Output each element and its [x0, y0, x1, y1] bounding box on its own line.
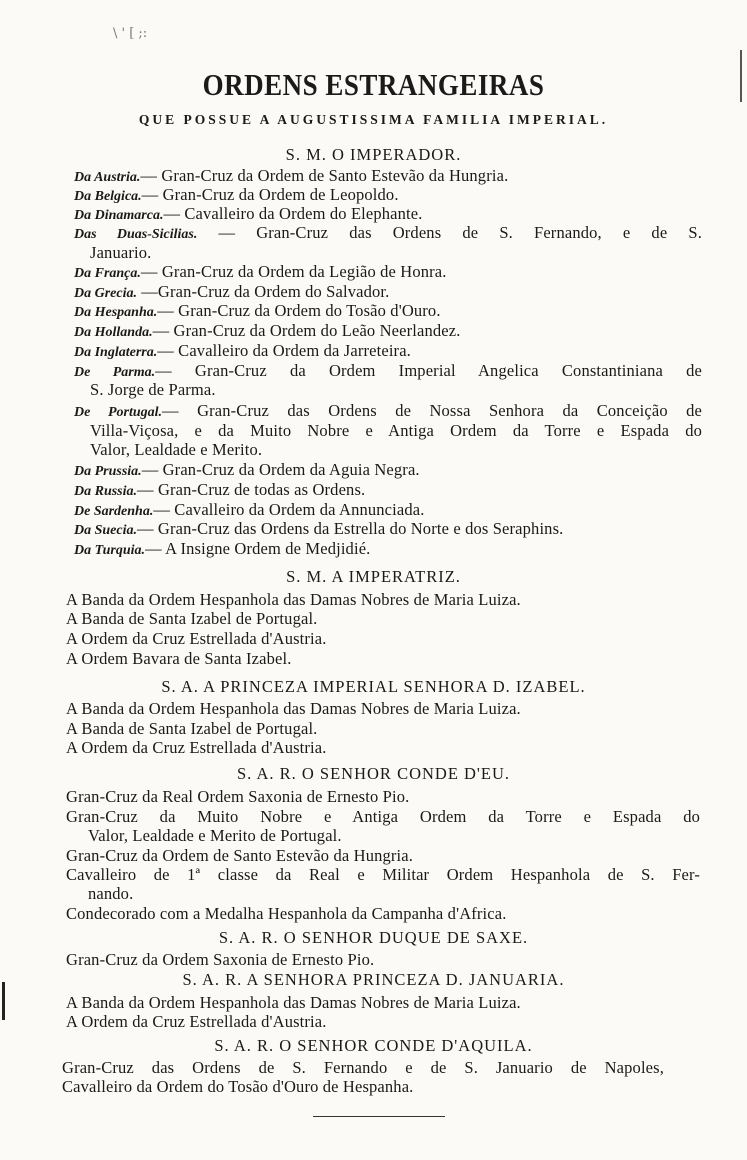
order-entry [74, 519, 563, 540]
entry-text: — Gran-Cruz da Ordem da Aguia Negra. [141, 460, 420, 479]
order-line: Gran-Cruz da Real Ordem Saxonia de Ernesto Pio. [66, 787, 410, 806]
country-name: Da Austria. [74, 170, 141, 185]
order-entry [74, 500, 425, 521]
order-line: A Banda de Santa Izabel de Portugal. [66, 719, 318, 738]
order-entry [74, 341, 411, 362]
entry-continuation: S. Jorge de Parma. [90, 380, 216, 399]
order-line: Gran-Cruz da Ordem Saxonia de Ernesto Pio. [66, 950, 375, 969]
entry-text: — Gran-Cruz da Ordem do Leão Neerlandez. [152, 321, 461, 340]
order-line: Valor, Lealdade e Merito de Portugal. [88, 826, 342, 845]
order-entry [74, 282, 389, 303]
order-line: nando. [88, 884, 134, 903]
country-name: Da Russia. [74, 484, 138, 499]
order-entry [74, 361, 702, 382]
country-name: Da Dinamarca. [74, 208, 164, 223]
country-name: Da França. [74, 266, 141, 281]
country-name: Da Suecia. [74, 523, 137, 538]
section-heading: S. A. A PRINCEZA IMPERIAL SENHORA D. IZABEL. [161, 677, 586, 696]
order-line: Cavalleiro da Ordem do Tosão d'Ouro de Hespanha. [62, 1077, 414, 1096]
entry-text: — Cavalleiro da Ordem da Jarreteira. [157, 341, 411, 360]
country-name: Da Belgica. [74, 189, 142, 204]
order-line: A Ordem da Cruz Estrellada d'Austria. [66, 1012, 327, 1031]
order-line: Gran-Cruz da Ordem de Santo Estevão da Hungria. [66, 846, 414, 865]
order-entry [74, 262, 447, 283]
order-line: A Banda da Ordem Hespanhola das Damas Nobres de Maria Luiza. [66, 590, 521, 609]
order-line: Gran-Cruz das Ordens de S. Fernando e de S. Januario de Napoles, [62, 1058, 664, 1077]
country-name: Da Inglaterra. [74, 345, 158, 360]
section-heading: S. A. R. O SENHOR DUQUE DE SAXE. [218, 928, 529, 947]
country-name: De Sardenha. [74, 504, 154, 519]
page-subtitle: QUE POSSUE A AUGUSTISSIMA FAMILIA IMPERIAL. [138, 112, 609, 127]
corner-mark: \ ' [ ;: [113, 26, 148, 41]
country-name: Da Hespanha. [74, 305, 158, 320]
entry-continuation: Valor, Lealdade e Merito. [90, 440, 263, 459]
entry-text: — Gran-Cruz das Ordens de Nossa Senhora da Conceição de [162, 401, 703, 420]
country-name: Da Turquia. [74, 543, 146, 558]
entry-text: — Gran-Cruz das Ordens de S. Fernando, e de S. [197, 223, 702, 242]
country-name: Da Hollanda. [74, 325, 153, 340]
order-entry [74, 301, 441, 322]
order-entry [74, 539, 370, 560]
entry-text: — Gran-Cruz da Ordem de Leopoldo. [141, 185, 399, 204]
country-name: De Portugal. [74, 405, 163, 420]
order-line: Condecorado com a Medalha Hespanhola da Campanha d'Africa. [66, 904, 507, 923]
order-line: A Ordem da Cruz Estrellada d'Austria. [66, 629, 327, 648]
entry-text: — Gran-Cruz da Ordem de Santo Estevão da Hungria. [140, 166, 509, 185]
order-line: A Banda da Ordem Hespanhola das Damas Nobres de Maria Luiza. [66, 993, 521, 1012]
order-line: A Banda de Santa Izabel de Portugal. [66, 609, 318, 628]
page-title: ORDENS ESTRANGEIRAS [202, 68, 545, 102]
section-heading: S. A. R. O SENHOR CONDE D'EU. [236, 764, 511, 783]
entry-text: — Gran-Cruz da Ordem da Legião de Honra. [140, 262, 447, 281]
entry-text: — A Insigne Ordem de Medjidié. [145, 539, 371, 558]
section-heading: S. A. R. A SENHORA PRINCEZA D. JANUARIA. [182, 970, 565, 989]
order-line: A Ordem da Cruz Estrellada d'Austria. [66, 738, 327, 757]
order-entry [74, 460, 420, 481]
order-entry [74, 166, 508, 187]
order-line: A Banda da Ordem Hespanhola das Damas Nobres de Maria Luiza. [66, 699, 521, 718]
entry-text: — Gran-Cruz das Ordens da Estrella do Norte e dos Seraphins. [137, 519, 564, 538]
entry-text: —Gran-Cruz da Ordem do Salvador. [137, 282, 390, 301]
entry-text: — Gran-Cruz da Ordem do Tosão d'Ouro. [157, 301, 441, 320]
closing-rule [313, 1116, 445, 1117]
order-entry [74, 321, 460, 342]
order-entry [74, 204, 423, 225]
entry-text: — Gran-Cruz da Ordem Imperial Angelica Constantiniana de [155, 361, 703, 380]
entry-continuation: Villa-Viçosa, e da Muito Nobre e Antiga Ordem da Torre e Espada do [90, 421, 702, 440]
order-line: Gran-Cruz da Muito Nobre e Antiga Ordem da Torre e Espada do [66, 807, 700, 826]
section-heading: S. M. O IMPERADOR. [285, 145, 462, 164]
country-name: Da Grecia. [74, 286, 137, 301]
entry-text: — Gran-Cruz de todas as Ordens. [137, 480, 366, 499]
order-entry [74, 480, 365, 501]
country-name: Das Duas-Sicilias. [74, 227, 198, 242]
order-entry [74, 223, 702, 244]
country-name: Da Prussia. [74, 464, 142, 479]
entry-continuation: Januario. [90, 243, 152, 262]
entry-text: — Cavalleiro da Ordem da Annunciada. [153, 500, 425, 519]
order-line: A Ordem Bavara de Santa Izabel. [66, 649, 292, 668]
country-name: De Parma. [74, 365, 156, 380]
order-entry [74, 185, 399, 206]
section-heading: S. M. A IMPERATRIZ. [286, 567, 461, 586]
entry-text: — Cavalleiro da Ordem do Elephante. [163, 204, 423, 223]
order-entry [74, 401, 702, 422]
section-heading: S. A. R. O SENHOR CONDE D'AQUILA. [214, 1036, 533, 1055]
order-line: Cavalleiro de 1ª classe da Real e Militar Ordem Hespanhola de S. Fer- [66, 865, 700, 884]
